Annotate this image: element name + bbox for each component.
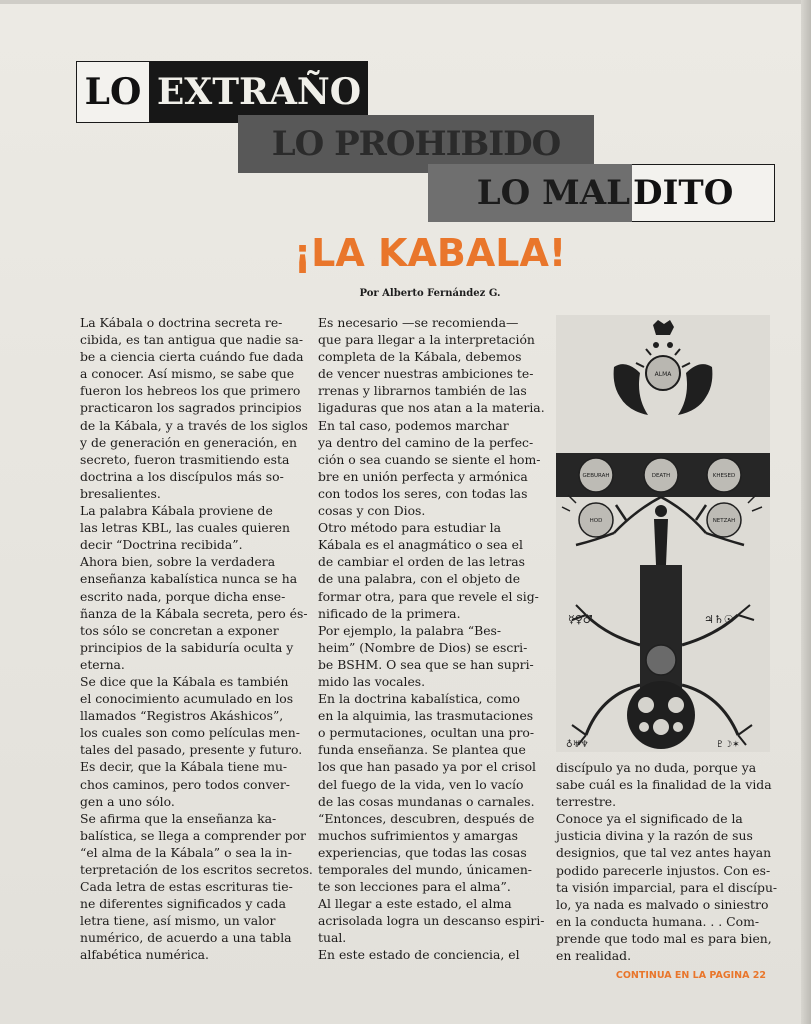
tree-trunk <box>640 565 682 700</box>
text-line: ne diferentes significados y cada <box>80 896 286 912</box>
text-line: temporales del mundo, únicamen- <box>318 862 532 877</box>
text-line: las letras KBL, las cuales quieren <box>80 520 290 536</box>
text-line: Otro método para estudiar la <box>318 520 502 536</box>
text-line: de las cosas mundanas o carnales. <box>318 793 535 809</box>
text-line: Kábala es el anagmático o sea el <box>318 537 523 553</box>
text-line: ligaduras que nos atan a la materia. <box>318 400 545 416</box>
text-line: acrisolada logra un descanso espiri- <box>318 913 545 929</box>
text-line: tual. <box>318 930 347 946</box>
text-line: Ahora bien, sobre la verdadera <box>80 554 276 570</box>
text-line: secreto, fueron trasmitiendo esta <box>80 451 290 467</box>
text-line: discípulo ya no duda, porque ya <box>556 760 757 775</box>
text-line: en la conducta humana. . . Com- <box>556 913 760 929</box>
text-line: ya dentro del camino de la perfec- <box>318 434 534 450</box>
text-line: ta visión imparcial, para el discípu- <box>556 879 778 895</box>
text-line: terrestre. <box>556 794 617 810</box>
title-line1-left: LO <box>84 71 142 113</box>
text-line: ción o sea cuando se siente el hom- <box>318 451 541 467</box>
text-line: de la Kábala, y a través de los siglos <box>80 417 308 433</box>
text-line: en realidad. <box>556 948 632 964</box>
text-line: heim” (Nombre de Dios) se escri- <box>318 639 528 655</box>
text-line: muchos sufrimientos y amargas <box>318 827 519 843</box>
text-line: cosas y con Dios. <box>318 503 426 519</box>
page-top-edge <box>0 0 811 4</box>
svg-text:☿♀♂: ☿♀♂ <box>568 613 593 626</box>
svg-text:♃♄☉: ♃♄☉ <box>704 613 734 626</box>
title-line3-left: LO MAL <box>476 173 630 213</box>
title-line3-right: DITO <box>633 173 734 213</box>
text-line: de una palabra, con el objeto de <box>318 571 521 587</box>
text-line: cibida, es tan antigua que nadie sa- <box>80 332 304 348</box>
text-line: ñanza de la Kábala secreta, pero és- <box>80 605 308 621</box>
text-line: terpretación de los escritos secretos. <box>80 862 313 877</box>
text-line: be a ciencia cierta cuándo fue dada <box>80 349 304 365</box>
text-line: con todos los seres, con todas las <box>318 485 528 501</box>
text-line: tos sólo se concretan a exponer <box>80 622 279 638</box>
text-line: experiencias, que todas las cosas <box>318 844 527 860</box>
text-line: rrenas y librarnos también de las <box>318 383 527 399</box>
text-line: Por ejemplo, la palabra “Bes- <box>318 622 502 638</box>
label-right: KHESED <box>712 473 736 479</box>
text-line: “el alma de la Kábala” o sea la in- <box>80 844 292 860</box>
text-line: los cuales son como películas men- <box>80 725 300 741</box>
text-line: eterna. <box>80 656 125 672</box>
page-right-edge <box>801 0 811 1024</box>
text-line: be BSHM. O sea que se han supri- <box>318 656 534 672</box>
tree-of-life-drawing <box>556 315 770 752</box>
text-line: los que han pasado ya por el crisol <box>318 759 537 775</box>
title-lo-box <box>76 61 150 123</box>
text-line: del fuego de la vida, ven lo vacío <box>318 776 524 792</box>
text-line: nificado de la primera. <box>318 605 461 621</box>
text-line: Al llegar a este estado, el alma <box>318 896 512 912</box>
text-line: “Entonces, descubren, después de <box>318 810 535 826</box>
title-lomal-box <box>428 164 632 222</box>
text-line: mido las vocales. <box>318 673 426 689</box>
text-line: de cambiar el orden de las letras <box>318 554 526 570</box>
article-byline: Por Alberto Fernández G. <box>359 288 501 299</box>
text-line: o permutaciones, ocultan una pro- <box>318 725 535 741</box>
label-mid-left: HOD <box>589 518 603 524</box>
text-line: alfabética numérica. <box>80 947 209 963</box>
text-line: Cada letra de estas escrituras tie- <box>80 879 293 895</box>
text-line: chos caminos, pero todos conver- <box>80 776 290 792</box>
text-line: a conocer. Así mismo, se sabe que <box>80 366 295 382</box>
text-column-3 <box>556 759 778 964</box>
text-line: completa de la Kábala, debemos <box>318 349 522 365</box>
text-column-1 <box>80 314 313 964</box>
text-line: escrito nada, porque dicha ense- <box>80 588 286 604</box>
text-line: enseñanza kabalística nunca se ha <box>80 571 298 587</box>
text-line: lo, ya nada es malvado o siniestro <box>556 896 769 912</box>
title-line2: LO PROHIBIDO <box>271 124 561 164</box>
text-line: balística, se llega a comprender por <box>80 827 306 843</box>
text-line: tales del pasado, presente y futuro. <box>80 742 303 758</box>
kabbalah-tree-illustration <box>556 315 770 752</box>
text-line: Es decir, que la Kábala tiene mu- <box>80 759 288 775</box>
text-line: La palabra Kábala proviene de <box>80 503 273 519</box>
text-line: decir “Doctrina recibida”. <box>80 537 243 553</box>
title-line1-right: EXTRAÑO <box>156 71 362 113</box>
text-line: gen a uno sólo. <box>80 793 175 809</box>
text-line: designios, que tal vez antes hayan <box>556 845 772 861</box>
text-line: Conoce ya el significado de la <box>556 811 743 827</box>
text-line: sabe cuál es la finalidad de la vida <box>556 777 772 793</box>
text-line: formar otra, para que revele el sig- <box>318 588 539 604</box>
text-line: Es necesario —se recomienda— <box>318 315 519 330</box>
text-line: podido parecerle injustos. Con es- <box>556 862 771 878</box>
text-line: llamados “Registros Akáshicos”, <box>80 708 284 724</box>
text-line: el conocimiento acumulado en los <box>80 691 294 707</box>
svg-text:♇☽✶: ♇☽✶ <box>716 740 740 750</box>
label-mid-right: NETZAH <box>712 518 736 524</box>
text-line: en la alquimia, las trasmutaciones <box>318 708 534 724</box>
text-line: prende que todo mal es para bien, <box>556 930 772 946</box>
label-top: ALMA <box>654 371 672 378</box>
text-line: que para llegar a la interpretación <box>318 332 535 348</box>
text-line: funda enseñanza. Se plantea que <box>318 742 526 758</box>
label-center: DEATH <box>651 473 671 479</box>
text-line: En la doctrina kabalística, como <box>318 691 521 707</box>
continued-on-page-note: CONTINUA EN LA PAGINA 22 <box>615 970 766 981</box>
text-line: bresalientes. <box>80 485 161 501</box>
text-line: letra tiene, así mismo, un valor <box>80 913 276 929</box>
text-line: de vencer nuestras ambiciones te- <box>318 366 534 382</box>
text-line: justicia divina y la razón de sus <box>556 828 753 844</box>
root-circle <box>627 681 695 749</box>
text-line: principios de la sabiduría oculta y <box>80 639 294 655</box>
text-line: doctrina a los discípulos más so- <box>80 468 284 484</box>
text-line: La Kábala o doctrina secreta re- <box>80 315 283 330</box>
text-line: y de generación en generación, en <box>80 434 297 450</box>
title-extrano-box <box>150 61 368 123</box>
text-line: practicaron los sagrados principios <box>80 400 302 416</box>
svg-text:♁♅♆: ♁♅♆ <box>566 740 589 750</box>
text-line: bre en unión perfecta y armónica <box>318 468 528 484</box>
text-line: fueron los hebreos los que primero <box>80 383 301 399</box>
title-dito-box <box>632 164 775 222</box>
text-column-2 <box>318 314 545 964</box>
article-headline: ¡LA KABALA! <box>293 231 567 275</box>
text-line: Se dice que la Kábala es también <box>80 673 289 689</box>
label-left: GEBURAH <box>582 473 610 479</box>
text-line: En este estado de conciencia, el <box>318 947 520 963</box>
text-line: Se afirma que la enseñanza ka- <box>80 810 277 826</box>
text-line: En tal caso, podemos marchar <box>318 417 509 433</box>
text-line: numérico, de acuerdo a una tabla <box>80 930 292 946</box>
text-line: te son lecciones para el alma”. <box>318 879 511 895</box>
